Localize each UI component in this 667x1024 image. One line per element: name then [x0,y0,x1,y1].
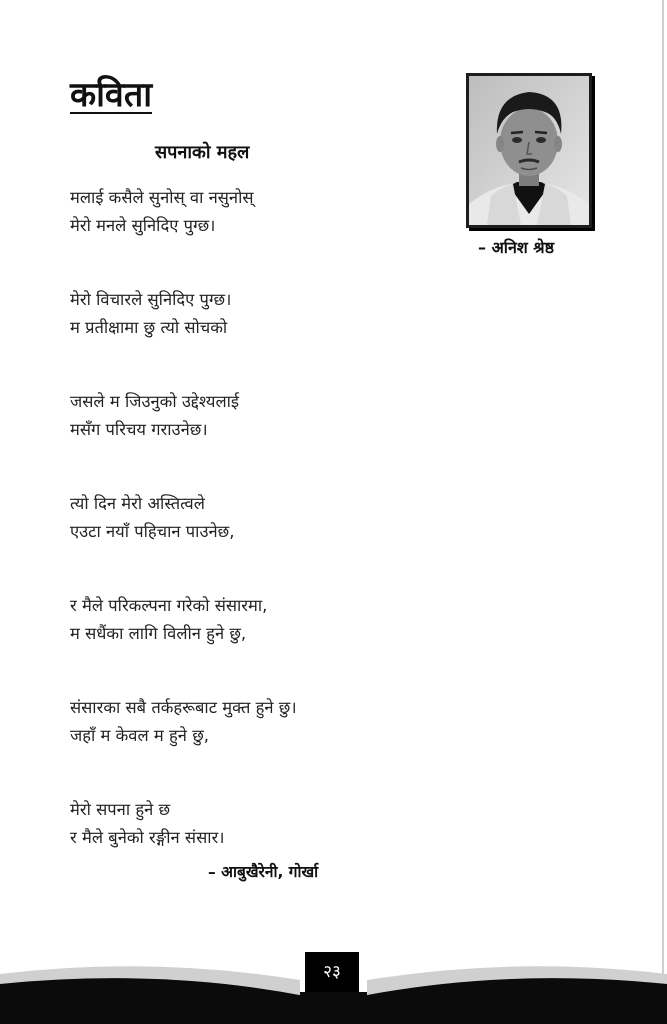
poem-body [70,184,450,898]
stanza [70,388,450,444]
poem-line: संसारका सबै तर्कहरूबाट मुक्त हुने छु। [70,698,297,717]
poem-line: मसँग परिचय गराउनेछ। [70,420,208,439]
poem-line: त्यो दिन मेरो अस्तित्वले [70,494,205,513]
poem-line: मेरो विचारले सुनिदिए पुग्छ। [70,290,232,309]
poem-line: र मैले बुनेको रङ्गीन संसार। [70,828,225,847]
poem-line: र मैले परिकल्पना गरेको संसारमा, [70,596,268,615]
author-name: – अनिश श्रेष्ठ [478,238,555,257]
stanza [70,184,450,240]
page-heading: कविता [70,75,153,115]
author-photo-frame [466,73,592,228]
stanza [70,796,450,852]
poem-line: म सधैंका लागि विलीन हुने छु, [70,624,247,643]
author-portrait-icon [469,76,589,225]
page-number: २३ [305,952,359,992]
poem-line: म प्रतीक्षामा छु त्यो सोचको [70,318,228,337]
stanza [70,592,450,648]
stanza [70,694,450,750]
stanza [70,490,450,546]
poem-signature: – आबुखैरेनी, गोर्खा [208,863,319,881]
stanza [70,286,450,342]
poem-line: जसले म जिउनुको उद्देश्यलाई [70,392,240,411]
poem-line: जहाँ म केवल म हुने छु, [70,726,209,745]
poem-title: सपनाको महल [155,142,250,163]
poem-line: मेरो मनले सुनिदिए पुग्छ। [70,216,216,235]
poem-line: मेरो सपना हुने छ [70,800,171,819]
poem-line: एउटा नयाँ पहिचान पाउनेछ, [70,522,235,541]
poem-line: मलाई कसैले सुनोस् वा नसुनोस् [70,188,254,207]
